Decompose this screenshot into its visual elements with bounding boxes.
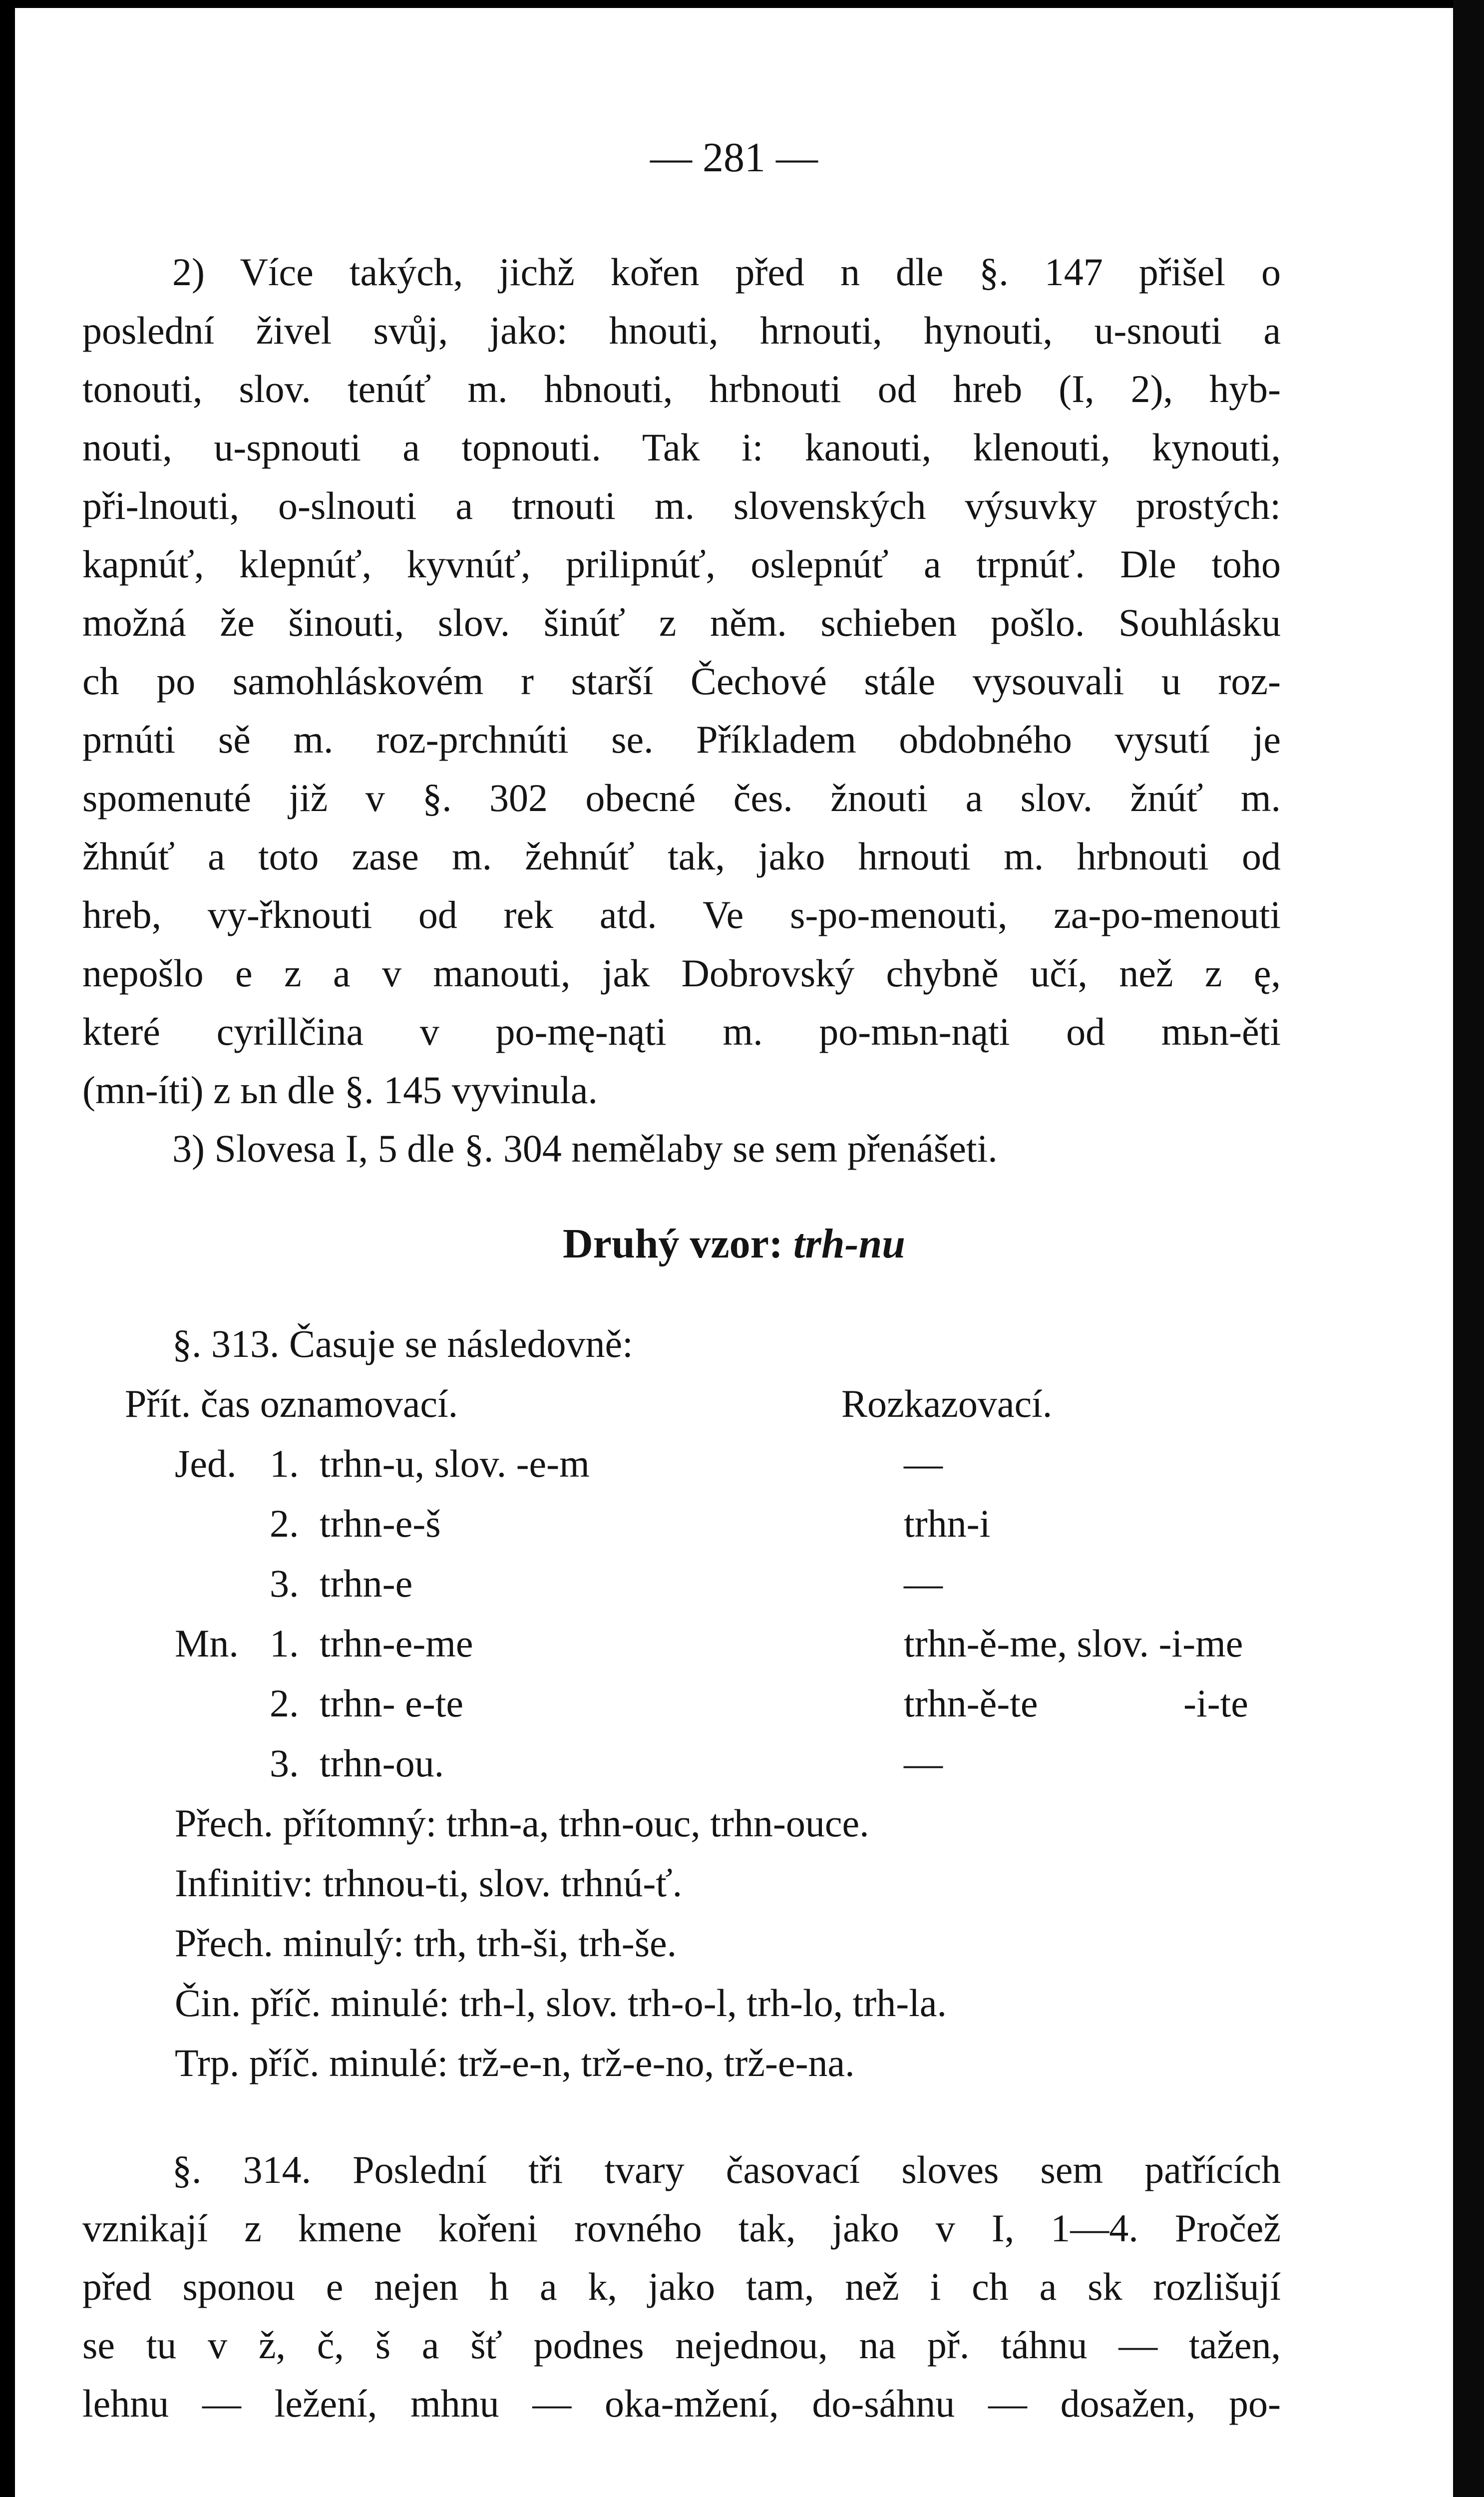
text-line: nepošlo e z a v manouti, jak Dobrovský chybně učí, než z ę,: [82, 951, 1281, 995]
table-row-indicative: trhn-e-me: [320, 1622, 473, 1665]
text-line: lehnu — ležení, mhnu — oka-mžení, do-sáhnu — dosažen, po-: [82, 2382, 1281, 2425]
paragraph-3: [82, 1119, 1281, 1178]
form-line: Trp. příč. minulé: trž-e-n, trž-e-no, trž-e-na.: [175, 2041, 855, 2084]
form-line: Přech. přítomný: trhn-a, trhn-ouc, trhn-ouce.: [175, 1801, 869, 1845]
text-line: ch po samohláskovém r starší Čechové stále vysouvali u roz-: [82, 659, 1281, 703]
scan-edge: [1453, 0, 1484, 2497]
text-line: žhnúť a toto zase m. žehnúť tak, jako hrnouti m. hrbnouti od: [82, 834, 1281, 878]
heading-label: Druhý vzor:: [562, 1221, 783, 1267]
table-row-person: 2.: [270, 1681, 299, 1725]
table-row-number: Jed.: [175, 1442, 237, 1485]
table-row-person: 3.: [270, 1562, 299, 1605]
text-line: §. 314. Poslední tři tvary časovací sloves sem patřících: [172, 2148, 1281, 2191]
column-header-indicative: Přít. čas oznamovací.: [125, 1382, 458, 1425]
column-header-imperative: Rozkazovací.: [841, 1382, 1053, 1425]
text-line: (mn-íti) z ьn dle §. 145 vyvinula.: [82, 1068, 598, 1112]
form-line: Čin. příč. minulé: trh-l, slov. trh-o-l, trh-lo, trh-la.: [175, 1981, 947, 2025]
table-row-person: 3.: [270, 1741, 299, 1785]
table-row-imperative: —: [904, 1562, 943, 1605]
table-row-person: 1.: [270, 1622, 299, 1665]
section-heading: [15, 1217, 1453, 1271]
table-row-imperative: trhn-ě-te: [904, 1681, 1038, 1725]
text-line: hreb, vy-řknouti od rek atd. Ve s-po-menouti, za-po-menouti: [82, 893, 1281, 936]
table-row-indicative: trhn-ou.: [320, 1741, 444, 1785]
text-line: tonouti, slov. tenúť m. hbnouti, hrbnouti od hreb (I, 2), hyb-: [82, 367, 1281, 411]
table-row-imperative: trhn-ě-me, slov. -i-me: [904, 1622, 1243, 1665]
heading-pattern: trh-nu: [793, 1221, 906, 1267]
text-line: před sponou e nejen h a k, jako tam, než i ch a sk rozlišují: [82, 2265, 1281, 2308]
page-number: — 281 —: [650, 134, 818, 181]
table-row-indicative: trhn- e-te: [320, 1681, 464, 1725]
section-314: [82, 2140, 1281, 2433]
text-line: vznikají z kmene kořeni rovného tak, jako v I, 1—4. Pročež: [82, 2206, 1281, 2250]
text-line: kapnúť, klepnúť, kyvnúť, prilipnúť, oslepnúť a trpnúť. Dle toho: [82, 542, 1281, 586]
text-line: se tu v ž, č, š a šť podnes nejednou, na př. táhnu — tažen,: [82, 2323, 1281, 2367]
table-row-number: Mn.: [175, 1622, 239, 1665]
table-row-indicative: trhn-e: [320, 1562, 413, 1605]
text-line: které cyrillčina v po-mę-nąti m. po-mьn-nąti od mьn-ěti: [82, 1010, 1281, 1053]
table-row-indicative: trhn-u, slov. -e-m: [320, 1442, 590, 1485]
text-line: prnúti sě m. roz-prchnúti se. Příkladem obdobného vysutí je: [82, 718, 1281, 761]
text-line: poslední živel svůj, jako: hnouti, hrnouti, hynouti, u-snouti a: [82, 309, 1281, 352]
table-row-imperative: —: [904, 1741, 943, 1785]
table-row-person: 1.: [270, 1442, 299, 1485]
table-row-person: 2.: [270, 1502, 299, 1545]
text-line: spomenuté již v §. 302 obecné čes. žnouti a slov. žnúť m.: [82, 776, 1281, 820]
text-line: možná že šinouti, slov. šinúť z něm. schieben pošlo. Souhlásku: [82, 601, 1281, 644]
text-line: při-lnouti, o-slnouti a trnouti m. slovenských výsuvky prostých:: [82, 484, 1281, 527]
table-row-imperative: trhn-i: [904, 1502, 991, 1545]
form-line: Infinitiv: trhnou-ti, slov. trhnú-ť.: [175, 1861, 683, 1905]
text-line: 2) Více takých, jichž kořen před n dle §. 147 přišel o: [172, 250, 1281, 294]
text-line: nouti, u-spnouti a topnouti. Tak i: kanouti, klenouti, kynouti,: [82, 425, 1281, 469]
paragraph-2: [82, 243, 1281, 1119]
form-line: Přech. minulý: trh, trh-ši, trh-še.: [175, 1921, 677, 1965]
book-page: [15, 8, 1453, 2497]
text-line: 3) Slovesa I, 5 dle §. 304 nemělaby se sem přenášeti.: [172, 1127, 998, 1170]
table-row-imperative-slov: -i-te: [1183, 1681, 1248, 1725]
table-row-imperative: —: [904, 1442, 943, 1485]
section-313-intro: §. 313. Časuje se následovně:: [172, 1322, 633, 1365]
table-row-indicative: trhn-e-š: [320, 1502, 441, 1545]
